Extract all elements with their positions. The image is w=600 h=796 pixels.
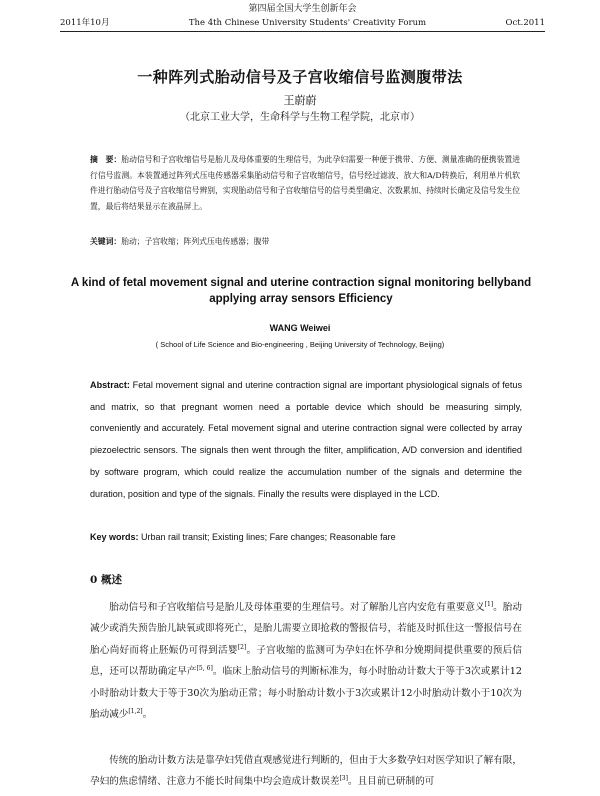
running-header	[60, 4, 545, 34]
section-heading-overview: 0 概述	[90, 574, 122, 586]
paragraph-1-text-a: 胎动信号和子宫收缩信号是胎儿及母体重要的生理信号。对了解胎儿宫内安危有重要意义	[109, 602, 485, 613]
keywords-en-text: Urban rail transit; Existing lines; Fare changes; Reasonable fare	[141, 532, 396, 542]
affiliation-cn: （北京工业大学，生命科学与生物工程学院，北京市）	[180, 112, 420, 123]
keywords-cn-text: 胎动；子宫收缩；阵列式压电传感器；腹带	[121, 237, 270, 246]
paper-title-en: A kind of fetal movement signal and uterine contraction signal monitoring bellyband applying array sensors Efficiency	[70, 277, 532, 305]
paragraph-1-text-c: 。子宫收缩的监测可为孕妇在怀孕和分娩期间提供重要的预后信息，还可以帮助确定早产	[90, 644, 523, 678]
header-date-cn: 2011年10月	[60, 18, 110, 28]
paragraph-2-text-b: 。且目前已研制的可	[347, 776, 435, 788]
citation-1: [1]	[484, 600, 494, 608]
keywords-en	[90, 530, 522, 544]
citation-3: [5, 6]	[196, 665, 213, 673]
paragraph-1	[90, 597, 522, 725]
paragraph-1-text-e: 。	[142, 709, 153, 721]
running-header-row	[60, 17, 545, 29]
header-date-en: Oct.2011	[505, 18, 545, 28]
paragraph-2	[90, 750, 522, 793]
abstract-en	[90, 375, 522, 505]
header-rule	[60, 31, 545, 32]
keywords-cn-label: 关键词：	[90, 237, 122, 246]
author-en: WANG Weiwei	[269, 323, 331, 333]
paragraph-1-text-d: 。临床上胎动信号的判断标准为，每小时胎动计数大于等于3次或累计12小时胎动计数大于等于30次为胎动正常；每小时胎动计数小于3次或累计12小时胎动计数小于10次为胎动减少	[90, 666, 523, 721]
affiliation-en: ( School of Life Science and Bio-engineering , Beijing University of Technology, Beijing)	[155, 340, 445, 349]
paragraph-1-text-b: 。胎动减少或消失预告胎儿缺氧或即将死亡，是胎儿需要立即抢救的警报信号，若能及时抓住这一警报信号在胎心尚好而将止胚娠仍可得到活婴	[90, 602, 523, 656]
paragraph-2-text-a: 传统的胎动计数方法是靠孕妇凭借直观感觉进行判断的，但由于大多数孕妇对医学知识了解有限，孕妇的焦虑情绪、注意力不能长时间集中均会造成计数误差	[90, 755, 522, 788]
keywords-cn	[90, 236, 520, 248]
paper-title-cn: 一种阵列式胎动信号及子宫收缩信号监测腹带法	[137, 68, 463, 86]
citation-4: [1,2]	[128, 707, 143, 715]
citation-2: [2]	[237, 643, 247, 651]
abstract-en-label: Abstract:	[90, 380, 130, 390]
keywords-en-label: Key words:	[90, 532, 139, 542]
citation-5: [3]	[339, 775, 348, 783]
abstract-cn-label: 摘 要：	[90, 155, 122, 164]
abstract-en-text: Fetal movement signal and uterine contraction signal are important physiological signals of fetus and matrix, so that pregnant women need a portable device which should be measuring simply, conveniently and accurately. Fetal movement signal and uterine contraction signal were collected by array piezoelectric sensors. The signals then went through the filter, amplification, A/D conversion and identified by software program, which could realize the accumulation number of the signals and determine the duration, position and type of the signals. Finally the results were displayed in the LCD.	[90, 380, 522, 499]
author-cn: 王蔚蔚	[283, 94, 317, 107]
abstract-cn	[90, 152, 520, 214]
abstract-cn-text: 胎动信号和子宫收缩信号是胎儿及母体重要的生理信号，为此孕妇需要一种便于携带、方便、测量准确的便携装置进行信号监测。本装置通过阵列式压电传感器采集胎动信号和子宫收缩信号，信号经过滤波、放大和A/D转换后，利用单片机软件进行胎动信号及子宫收缩信号辨别，实现胎动信号和子宫收缩信号的信号类型确定、次数累加、持续时长确定及信号发生位置，最后将结果显示在液晶屏上。	[90, 155, 521, 211]
conference-name-cn: 第四届全国大学生创新年会	[248, 4, 357, 14]
conference-name-en: The 4th Chinese University Students' Creativity Forum	[188, 18, 427, 28]
